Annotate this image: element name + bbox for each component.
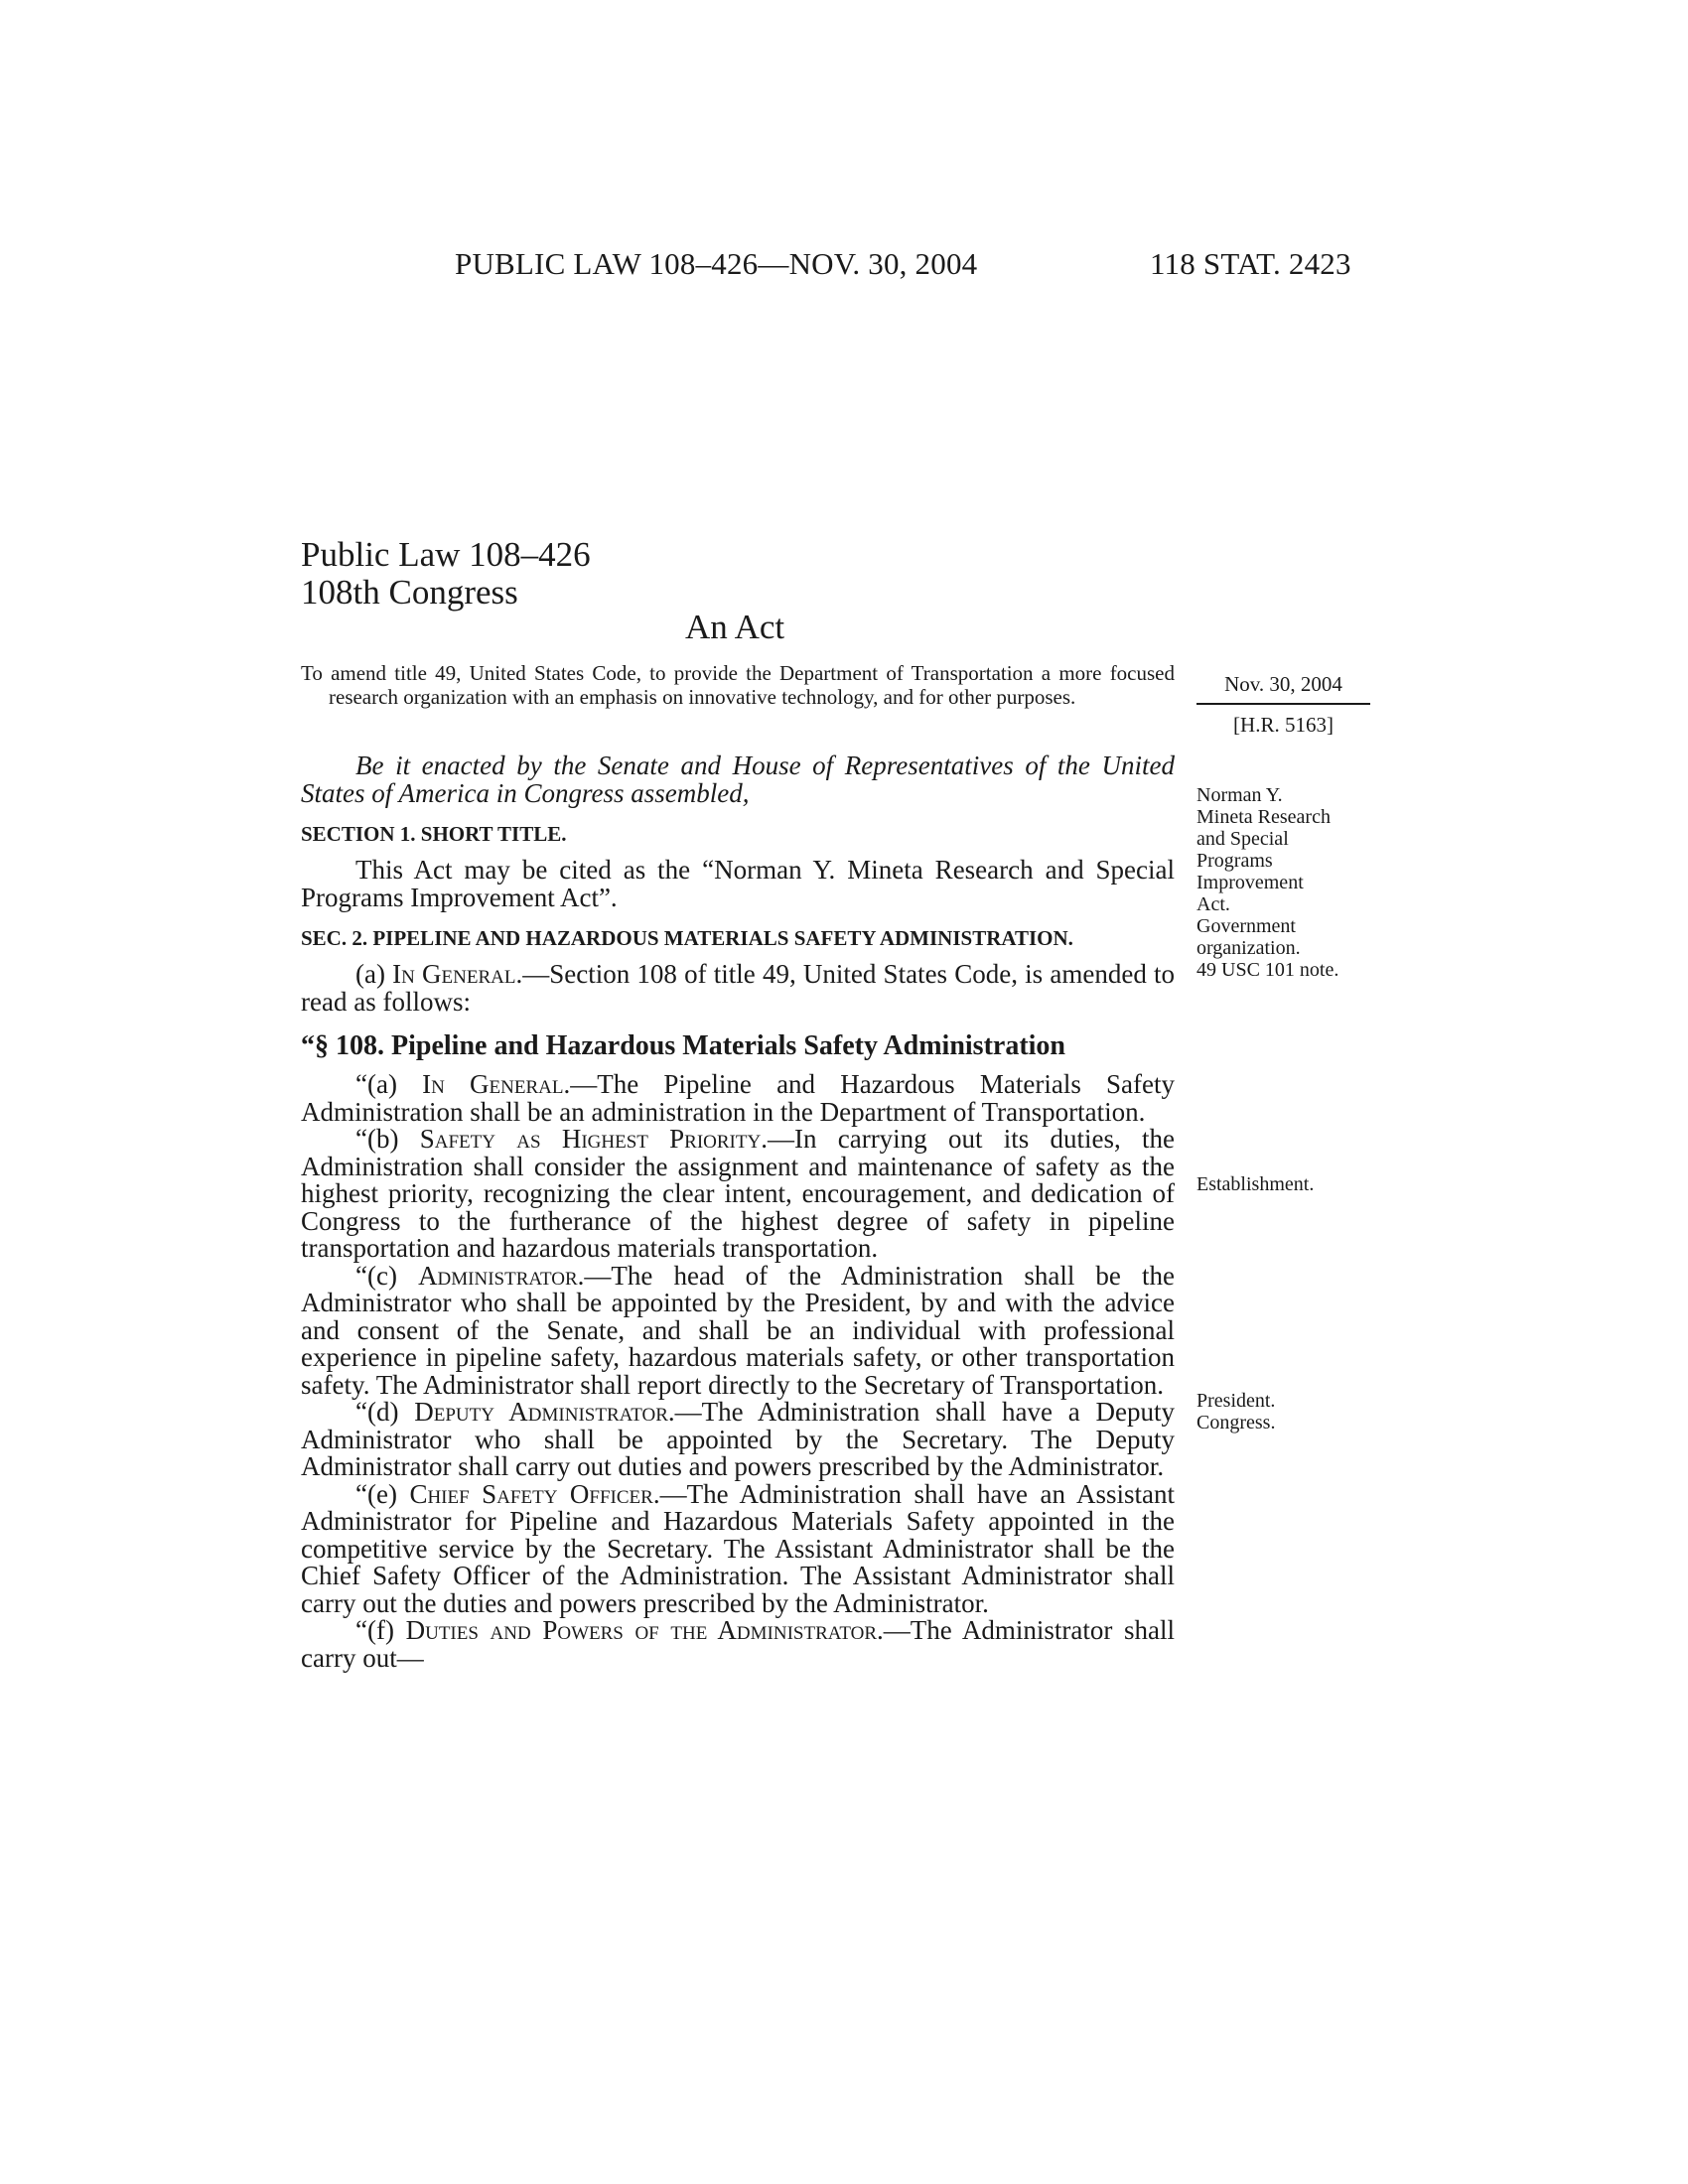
congress-label: 108th Congress	[301, 573, 518, 612]
margin-note-short-title: Norman Y. Mineta Research and Special Programs Improvement Act. Government organization. 49 USC 101 note.	[1196, 784, 1339, 981]
enactment-date-block	[1196, 671, 1370, 737]
subsection-caption: Duties and Powers of the Administrator	[405, 1615, 878, 1645]
running-header-stat-page: 118 STAT. 2423	[1150, 246, 1351, 281]
subsection-text: .—Section 108 of title 49, United States Code, is amended to read as follows:	[301, 959, 1176, 1017]
purpose-text: To amend title 49, United States Code, to provide the Department of Transportation a more focused research organization with an emphasis on innovative technology, and for other purposes.	[301, 661, 1175, 709]
date-divider	[1196, 703, 1370, 705]
margin-note-president-congress: President. Congress.	[1196, 1390, 1276, 1433]
section-2-subsection-a	[301, 961, 1175, 1016]
subsection-caption: In General	[422, 1069, 564, 1099]
enacting-clause: Be it enacted by the Senate and House of Representatives of the United States of America in Congress assembled,	[301, 751, 1175, 808]
purpose-block	[301, 661, 1175, 709]
act-heading: An Act	[685, 608, 785, 646]
bill-number: [H.R. 5163]	[1233, 713, 1334, 737]
subsection-text: .—The head of the Administration shall be the Administrator who shall be appointed by the President, by and with the advice and consent of the Senate, and shall be an individual with professional experience in pipeline safety, hazardous materials safety, or other transportation safety. The Administrator shall report directly to the Secretary of Transportation.	[301, 1260, 1176, 1400]
subsection-b	[301, 1126, 1175, 1263]
statute-section-heading: “§ 108. Pipeline and Hazardous Materials Safety Administration	[301, 1030, 1065, 1061]
subsection-caption: Chief Safety Officer	[409, 1478, 653, 1509]
subsection-caption: In General	[392, 959, 516, 989]
law-title: Public Law 108–426	[301, 535, 591, 574]
subsection-e	[301, 1478, 1175, 1618]
subsection-label: “(b)	[355, 1124, 420, 1154]
margin-note-establishment: Establishment.	[1196, 1173, 1315, 1195]
subsection-caption: Safety as Highest Priority	[419, 1124, 762, 1154]
subsection-caption: Administrator	[418, 1260, 578, 1291]
subsection-label: “(c)	[355, 1260, 419, 1291]
subsection-d	[301, 1399, 1175, 1481]
subsection-f	[301, 1617, 1175, 1672]
subsection-label: “(d)	[355, 1397, 415, 1427]
main-text-column	[301, 752, 1175, 1672]
subsection-label: (a)	[355, 959, 393, 989]
subsection-text: .—The Administrator shall carry out—	[301, 1615, 1175, 1673]
running-header-title: PUBLIC LAW 108–426—NOV. 30, 2004	[455, 246, 978, 281]
section-1-heading: SECTION 1. SHORT TITLE.	[301, 822, 567, 846]
subsection-caption: Deputy Administrator	[414, 1397, 668, 1427]
subsection-label: “(e)	[355, 1478, 410, 1509]
subsection-c	[301, 1260, 1176, 1400]
subsection-label: “(a)	[355, 1069, 423, 1099]
subsection-a	[301, 1071, 1175, 1126]
section-1-text: This Act may be cited as the “Norman Y. Mineta Research and Special Programs Improvement Act”.	[301, 855, 1175, 912]
subsection-label: “(f)	[355, 1615, 406, 1645]
subsection-text: .—The Administration shall have an Assistant Administrator for Pipeline and Hazardous Materials Safety appointed in the competitive service by the Secretary. The Assistant Administrator shall be the Chief Safety Officer of the Administration. The Assistant Administrator shall carry out the duties and powers prescribed by the Administrator.	[301, 1478, 1175, 1618]
subsection-text: .—The Administration shall have a Deputy Administrator who shall be appointed by the Secretary. The Deputy Administrator shall carry out duties and powers prescribed by the Administrator.	[301, 1397, 1176, 1481]
subsection-text: .—The Pipeline and Hazardous Materials Safety Administration shall be an administration in the Department of Transportation.	[301, 1069, 1175, 1127]
enactment-date: Nov. 30, 2004	[1224, 672, 1342, 696]
subsection-text: .—In carrying out its duties, the Administration shall consider the assignment and maintenance of safety as the highest priority, recognizing the clear intent, encouragement, and dedication of Congress to the furtherance of the highest degree of safety in pipeline transportation and hazardous materials transportation.	[301, 1124, 1176, 1263]
section-2-heading: SEC. 2. PIPELINE AND HAZARDOUS MATERIALS SAFETY ADMINISTRATION.	[301, 926, 1073, 950]
